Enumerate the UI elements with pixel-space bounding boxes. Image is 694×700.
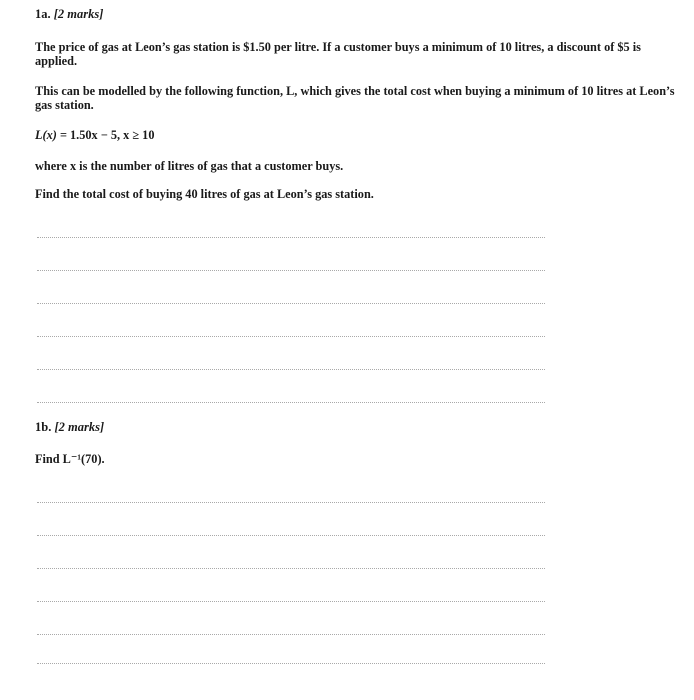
answer-line: [37, 634, 545, 635]
answer-line: [37, 601, 545, 602]
answer-line: [37, 369, 545, 370]
answer-line: [37, 237, 545, 238]
question-marks: [2 marks]: [53, 7, 104, 21]
answer-line: [37, 568, 545, 569]
answer-line: [37, 402, 545, 403]
answer-line: [37, 270, 545, 271]
question-1a-model: This can be modelled by the following function, L, which gives the total cost when buying a minimum of 10 litres at Leon’s gas station.: [35, 84, 675, 112]
question-number: 1b.: [35, 420, 52, 434]
answer-line: [37, 535, 545, 536]
function-rhs: = 1.50x − 5, x ≥ 10: [59, 128, 155, 142]
question-number: 1a.: [35, 7, 51, 21]
question-1b-task: Find L⁻¹(70).: [35, 452, 105, 466]
answer-line: [37, 663, 545, 664]
question-1a-where: where x is the number of litres of gas that a customer buys.: [35, 159, 344, 173]
answer-line: [37, 336, 545, 337]
question-1a-heading: [35, 7, 103, 22]
question-1a-function: [35, 128, 675, 142]
answer-line: [37, 502, 545, 503]
question-1b-heading: [35, 420, 104, 435]
answer-line: [37, 303, 545, 304]
question-marks: [2 marks]: [54, 420, 105, 434]
question-1a-task: Find the total cost of buying 40 litres of gas at Leon’s gas station.: [35, 187, 374, 201]
function-lhs: L(x): [35, 128, 57, 142]
question-1a-intro: The price of gas at Leon’s gas station is $1.50 per litre. If a customer buys a minimum of 10 litres, a discount of $5 is applied.: [35, 40, 641, 68]
